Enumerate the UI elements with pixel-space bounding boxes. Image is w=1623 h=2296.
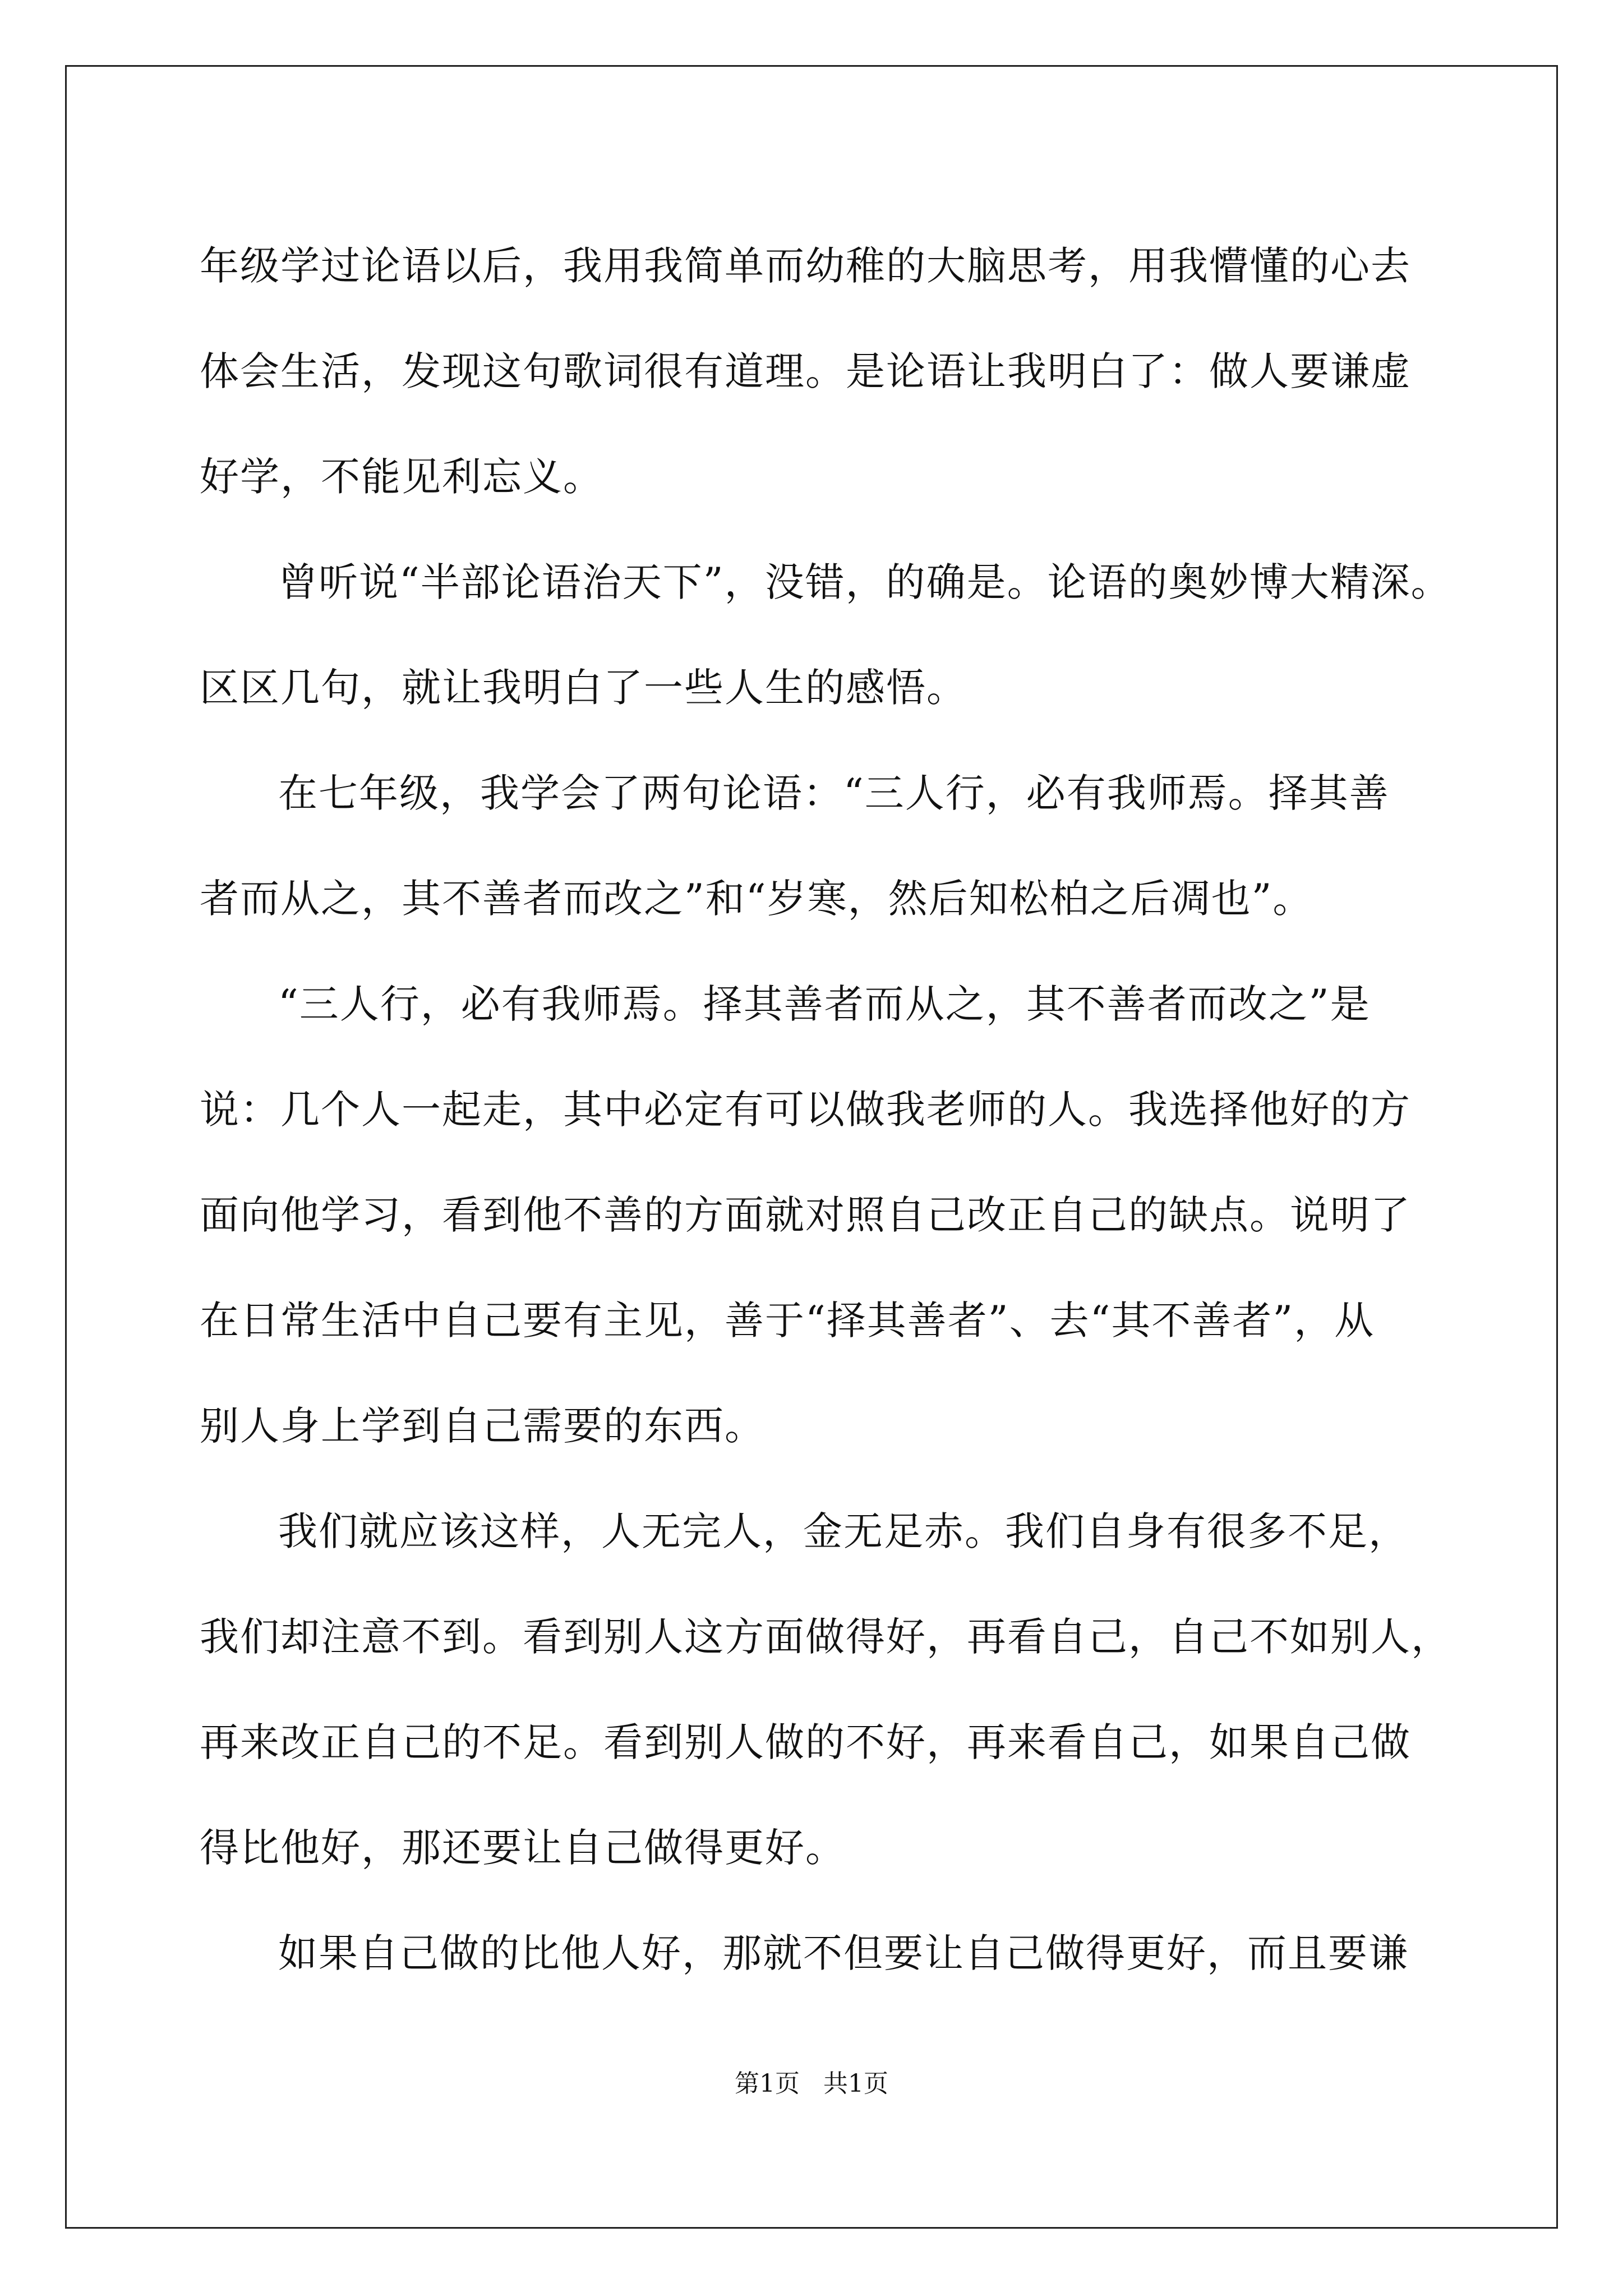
text-line: 得比他好，那还要让自己做得更好。 bbox=[200, 1825, 846, 1871]
paragraph-start-line: 我们就应该这样，人无完人，金无足赤。我们自身有很多不足， bbox=[278, 1508, 1409, 1554]
paragraph-start-line: 在七年级，我学会了两句论语：“三人行，必有我师焉。择其善 bbox=[278, 770, 1390, 816]
document-body bbox=[200, 213, 1451, 2006]
text-line: 好学，不能见利忘义。 bbox=[200, 454, 603, 500]
text-line: 再来改正自己的不足。看到别人做的不好，再来看自己，如果自己做 bbox=[200, 1719, 1411, 1765]
text-line: 面向他学习，看到他不善的方面就对照自己改正自己的缺点。说明了 bbox=[200, 1192, 1411, 1238]
paragraph-start-line: 如果自己做的比他人好，那就不但要让自己做得更好，而且要谦 bbox=[278, 1930, 1409, 1976]
text-line: 区区几句，就让我明白了一些人生的感悟。 bbox=[200, 665, 967, 711]
text-line: 者而从之，其不善者而改之”和“岁寒，然后知松柏之后凋也”。 bbox=[200, 876, 1313, 922]
text-line: 我们却注意不到。看到别人这方面做得好，再看自己，自己不如别人， bbox=[200, 1614, 1451, 1660]
text-line: 年级学过论语以后，我用我简单而幼稚的大脑思考，用我懵懂的心去 bbox=[200, 243, 1411, 289]
page-total: 共1页 bbox=[823, 2069, 888, 2098]
text-line: 体会生活，发现这句歌词很有道理。是论语让我明白了：做人要谦虚 bbox=[200, 348, 1411, 394]
page-footer bbox=[0, 2067, 1623, 2101]
paragraph-start-line: “三人行，必有我师焉。择其善者而从之，其不善者而改之”是 bbox=[278, 981, 1371, 1027]
paragraph-start-line: 曾听说“半部论语治天下”，没错，的确是。论语的奥妙博大精深。 bbox=[278, 559, 1451, 605]
text-line: 说：几个人一起走，其中必定有可以做我老师的人。我选择他好的方 bbox=[200, 1087, 1411, 1133]
text-line: 在日常生活中自己要有主见，善于“择其善者”、去“其不善者”，从 bbox=[200, 1297, 1375, 1343]
text-line: 别人身上学到自己需要的东西。 bbox=[200, 1403, 765, 1449]
page-number: 第1页 bbox=[735, 2069, 800, 2098]
